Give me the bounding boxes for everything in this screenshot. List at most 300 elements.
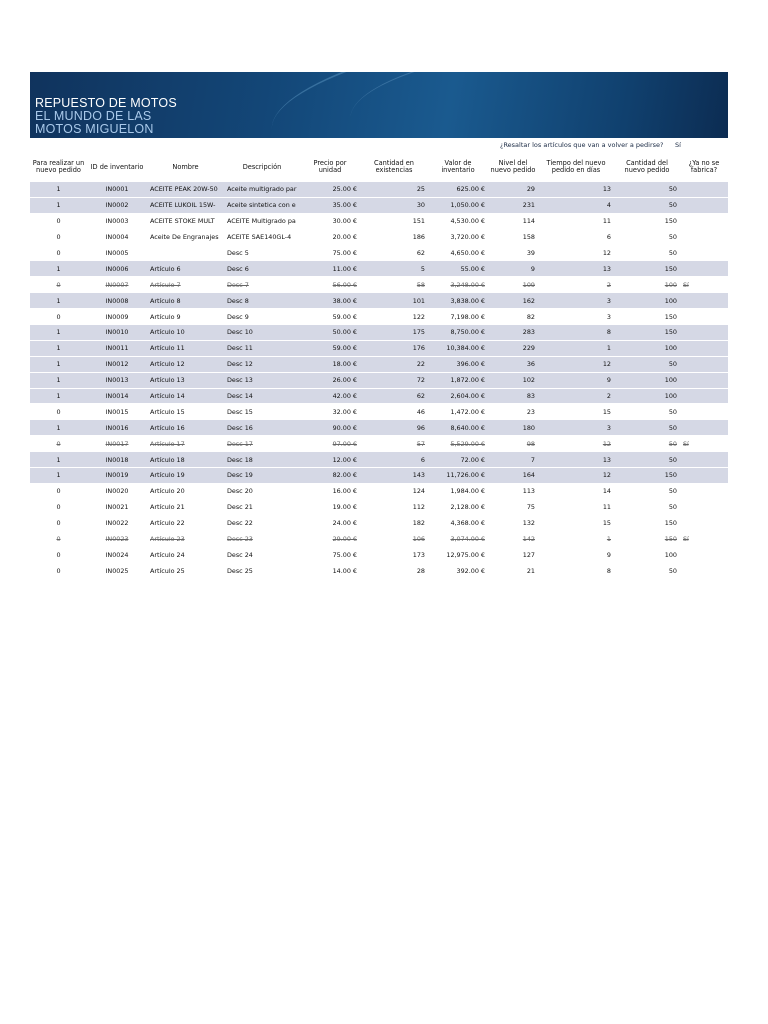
reorder-flag-cell[interactable]: 0: [30, 563, 87, 579]
stock-quantity-cell[interactable]: 30: [360, 197, 428, 213]
reorder-quantity-cell[interactable]: 150: [614, 531, 680, 547]
discontinued-cell[interactable]: Sí: [680, 531, 728, 547]
unit-price-cell[interactable]: 32.00 €: [300, 404, 360, 420]
reorder-days-cell[interactable]: 2: [538, 388, 614, 404]
reorder-flag-cell[interactable]: 0: [30, 531, 87, 547]
inventory-value-cell[interactable]: 1,984.00 €: [428, 483, 488, 499]
inventory-value-cell[interactable]: 1,872.00 €: [428, 372, 488, 388]
reorder-flag-cell[interactable]: 0: [30, 277, 87, 293]
inventory-value-cell[interactable]: 396.00 €: [428, 356, 488, 372]
reorder-days-cell[interactable]: 8: [538, 325, 614, 341]
inventory-value-cell[interactable]: 11,726.00 €: [428, 468, 488, 484]
reorder-days-cell[interactable]: 13: [538, 182, 614, 197]
stock-quantity-cell[interactable]: 175: [360, 325, 428, 341]
reorder-flag-cell[interactable]: 0: [30, 436, 87, 452]
inventory-value-cell[interactable]: 55.00 €: [428, 261, 488, 277]
reorder-days-cell[interactable]: 13: [538, 452, 614, 468]
item-name-cell[interactable]: Aceite De Engranajes: [147, 229, 224, 245]
column-header[interactable]: Descripción: [242, 162, 282, 171]
inventory-value-cell[interactable]: 12,975.00 €: [428, 547, 488, 563]
discontinued-cell[interactable]: [680, 293, 728, 309]
reorder-days-cell[interactable]: 9: [538, 547, 614, 563]
table-row[interactable]: [30, 340, 728, 356]
unit-price-cell[interactable]: 50.00 €: [300, 325, 360, 341]
table-row[interactable]: [30, 325, 728, 341]
item-description-cell[interactable]: Desc 5: [224, 245, 300, 261]
reorder-flag-cell[interactable]: 0: [30, 229, 87, 245]
reorder-days-cell[interactable]: 15: [538, 404, 614, 420]
reorder-days-cell[interactable]: 12: [538, 468, 614, 484]
table-row[interactable]: [30, 420, 728, 436]
table-row[interactable]: [30, 563, 728, 579]
inventory-id-cell[interactable]: IN0023: [87, 531, 147, 547]
table-row[interactable]: [30, 372, 728, 388]
reorder-days-cell[interactable]: 3: [538, 420, 614, 436]
inventory-value-cell[interactable]: 2,128.00 €: [428, 499, 488, 515]
reorder-level-cell[interactable]: 83: [488, 388, 538, 404]
item-name-cell[interactable]: Artículo 6: [147, 261, 224, 277]
inventory-value-cell[interactable]: 5,529.00 €: [428, 436, 488, 452]
item-name-cell[interactable]: Artículo 22: [147, 515, 224, 531]
column-header[interactable]: Valor de inventario: [441, 159, 475, 174]
reorder-level-cell[interactable]: 75: [488, 499, 538, 515]
discontinued-cell[interactable]: [680, 468, 728, 484]
discontinued-cell[interactable]: Sí: [680, 436, 728, 452]
inventory-id-cell[interactable]: IN0013: [87, 372, 147, 388]
item-name-cell[interactable]: Artículo 16: [147, 420, 224, 436]
stock-quantity-cell[interactable]: 101: [360, 293, 428, 309]
reorder-quantity-cell[interactable]: 100: [614, 277, 680, 293]
stock-quantity-cell[interactable]: 58: [360, 277, 428, 293]
item-name-cell[interactable]: Artículo 14: [147, 388, 224, 404]
reorder-quantity-cell[interactable]: 100: [614, 388, 680, 404]
reorder-quantity-cell[interactable]: 150: [614, 468, 680, 484]
unit-price-cell[interactable]: 30.00 €: [300, 213, 360, 229]
inventory-value-cell[interactable]: 4,368.00 €: [428, 515, 488, 531]
item-description-cell[interactable]: Desc 12: [224, 356, 300, 372]
reorder-flag-cell[interactable]: 0: [30, 515, 87, 531]
reorder-level-cell[interactable]: 180: [488, 420, 538, 436]
table-row[interactable]: [30, 515, 728, 531]
discontinued-cell[interactable]: [680, 388, 728, 404]
reorder-level-cell[interactable]: 229: [488, 340, 538, 356]
reorder-days-cell[interactable]: 13: [538, 261, 614, 277]
unit-price-cell[interactable]: 75.00 €: [300, 547, 360, 563]
stock-quantity-cell[interactable]: 25: [360, 182, 428, 197]
item-name-cell[interactable]: Artículo 24: [147, 547, 224, 563]
discontinued-cell[interactable]: [680, 356, 728, 372]
unit-price-cell[interactable]: 38.00 €: [300, 293, 360, 309]
stock-quantity-cell[interactable]: 46: [360, 404, 428, 420]
reorder-days-cell[interactable]: 11: [538, 499, 614, 515]
item-description-cell[interactable]: Desc 14: [224, 388, 300, 404]
inventory-id-cell[interactable]: IN0019: [87, 468, 147, 484]
stock-quantity-cell[interactable]: 72: [360, 372, 428, 388]
inventory-value-cell[interactable]: 72.00 €: [428, 452, 488, 468]
table-row[interactable]: [30, 309, 728, 325]
reorder-flag-cell[interactable]: 0: [30, 404, 87, 420]
table-row[interactable]: [30, 499, 728, 515]
item-name-cell[interactable]: Artículo 17: [147, 436, 224, 452]
reorder-quantity-cell[interactable]: 100: [614, 547, 680, 563]
reorder-days-cell[interactable]: 14: [538, 483, 614, 499]
table-row[interactable]: [30, 388, 728, 404]
inventory-id-cell[interactable]: IN0024: [87, 547, 147, 563]
column-header[interactable]: Tiempo del nuevo pedido en días: [546, 159, 606, 174]
discontinued-cell[interactable]: Sí: [680, 277, 728, 293]
column-header[interactable]: Cantidad en existencias: [374, 159, 414, 174]
inventory-id-cell[interactable]: IN0020: [87, 483, 147, 499]
discontinued-cell[interactable]: [680, 229, 728, 245]
reorder-flag-cell[interactable]: 1: [30, 197, 87, 213]
item-name-cell[interactable]: [147, 245, 224, 261]
item-description-cell[interactable]: Desc 20: [224, 483, 300, 499]
stock-quantity-cell[interactable]: 186: [360, 229, 428, 245]
discontinued-cell[interactable]: [680, 197, 728, 213]
table-row[interactable]: [30, 452, 728, 468]
reorder-flag-cell[interactable]: 0: [30, 245, 87, 261]
unit-price-cell[interactable]: 24.00 €: [300, 515, 360, 531]
item-description-cell[interactable]: Desc 21: [224, 499, 300, 515]
discontinued-cell[interactable]: [680, 452, 728, 468]
reorder-flag-cell[interactable]: 1: [30, 182, 87, 197]
stock-quantity-cell[interactable]: 182: [360, 515, 428, 531]
reorder-level-cell[interactable]: 142: [488, 531, 538, 547]
discontinued-cell[interactable]: [680, 340, 728, 356]
reorder-days-cell[interactable]: 12: [538, 356, 614, 372]
inventory-id-cell[interactable]: IN0002: [87, 197, 147, 213]
inventory-id-cell[interactable]: IN0017: [87, 436, 147, 452]
reorder-days-cell[interactable]: 4: [538, 197, 614, 213]
reorder-days-cell[interactable]: 15: [538, 515, 614, 531]
inventory-id-cell[interactable]: IN0015: [87, 404, 147, 420]
reorder-flag-cell[interactable]: 1: [30, 293, 87, 309]
inventory-value-cell[interactable]: 392.00 €: [428, 563, 488, 579]
reorder-level-cell[interactable]: 283: [488, 325, 538, 341]
table-row[interactable]: [30, 404, 728, 420]
reorder-quantity-cell[interactable]: 150: [614, 261, 680, 277]
unit-price-cell[interactable]: 19.00 €: [300, 499, 360, 515]
table-row[interactable]: [30, 468, 728, 484]
discontinued-cell[interactable]: [680, 213, 728, 229]
reorder-quantity-cell[interactable]: 50: [614, 229, 680, 245]
inventory-value-cell[interactable]: 625.00 €: [428, 182, 488, 197]
item-description-cell[interactable]: Aceite sintetica con e: [224, 197, 300, 213]
item-name-cell[interactable]: Artículo 25: [147, 563, 224, 579]
discontinued-cell[interactable]: [680, 404, 728, 420]
discontinued-cell[interactable]: [680, 547, 728, 563]
unit-price-cell[interactable]: 12.00 €: [300, 452, 360, 468]
item-name-cell[interactable]: Artículo 21: [147, 499, 224, 515]
discontinued-cell[interactable]: [680, 245, 728, 261]
item-name-cell[interactable]: Artículo 12: [147, 356, 224, 372]
discontinued-cell[interactable]: [680, 372, 728, 388]
inventory-id-cell[interactable]: IN0011: [87, 340, 147, 356]
inventory-id-cell[interactable]: IN0016: [87, 420, 147, 436]
item-name-cell[interactable]: Artículo 9: [147, 309, 224, 325]
reorder-quantity-cell[interactable]: 50: [614, 563, 680, 579]
highlight-question-value[interactable]: Sí: [675, 141, 681, 149]
reorder-quantity-cell[interactable]: 100: [614, 340, 680, 356]
discontinued-cell[interactable]: [680, 499, 728, 515]
column-header[interactable]: ID de inventario: [90, 162, 144, 171]
item-name-cell[interactable]: Artículo 7: [147, 277, 224, 293]
table-row[interactable]: [30, 182, 728, 197]
item-name-cell[interactable]: Artículo 13: [147, 372, 224, 388]
reorder-level-cell[interactable]: 21: [488, 563, 538, 579]
reorder-days-cell[interactable]: 1: [538, 340, 614, 356]
item-description-cell[interactable]: Desc 23: [224, 531, 300, 547]
table-row[interactable]: [30, 293, 728, 309]
reorder-level-cell[interactable]: 82: [488, 309, 538, 325]
item-description-cell[interactable]: Desc 8: [224, 293, 300, 309]
discontinued-cell[interactable]: [680, 261, 728, 277]
item-description-cell[interactable]: Aceite multigrado par: [224, 182, 300, 197]
inventory-value-cell[interactable]: 3,720.00 €: [428, 229, 488, 245]
item-description-cell[interactable]: Desc 15: [224, 404, 300, 420]
item-name-cell[interactable]: Artículo 18: [147, 452, 224, 468]
inventory-id-cell[interactable]: IN0007: [87, 277, 147, 293]
item-name-cell[interactable]: Artículo 8: [147, 293, 224, 309]
inventory-id-cell[interactable]: IN0010: [87, 325, 147, 341]
reorder-flag-cell[interactable]: 0: [30, 309, 87, 325]
item-name-cell[interactable]: Artículo 19: [147, 468, 224, 484]
inventory-id-cell[interactable]: IN0018: [87, 452, 147, 468]
stock-quantity-cell[interactable]: 143: [360, 468, 428, 484]
item-description-cell[interactable]: Desc 24: [224, 547, 300, 563]
stock-quantity-cell[interactable]: 106: [360, 531, 428, 547]
table-row[interactable]: [30, 245, 728, 261]
reorder-quantity-cell[interactable]: 150: [614, 309, 680, 325]
reorder-flag-cell[interactable]: 1: [30, 340, 87, 356]
reorder-quantity-cell[interactable]: 50: [614, 404, 680, 420]
item-description-cell[interactable]: Desc 11: [224, 340, 300, 356]
unit-price-cell[interactable]: 42.00 €: [300, 388, 360, 404]
item-description-cell[interactable]: Desc 25: [224, 563, 300, 579]
inventory-id-cell[interactable]: IN0004: [87, 229, 147, 245]
reorder-level-cell[interactable]: 29: [488, 182, 538, 197]
stock-quantity-cell[interactable]: 124: [360, 483, 428, 499]
discontinued-cell[interactable]: [680, 325, 728, 341]
unit-price-cell[interactable]: 29.00 €: [300, 531, 360, 547]
discontinued-cell[interactable]: [680, 483, 728, 499]
inventory-value-cell[interactable]: 4,530.00 €: [428, 213, 488, 229]
reorder-flag-cell[interactable]: 0: [30, 213, 87, 229]
reorder-days-cell[interactable]: 12: [538, 436, 614, 452]
reorder-quantity-cell[interactable]: 150: [614, 515, 680, 531]
stock-quantity-cell[interactable]: 6: [360, 452, 428, 468]
column-header[interactable]: Nivel del nuevo pedido: [490, 159, 536, 174]
inventory-value-cell[interactable]: 7,198.00 €: [428, 309, 488, 325]
inventory-value-cell[interactable]: 2,604.00 €: [428, 388, 488, 404]
unit-price-cell[interactable]: 90.00 €: [300, 420, 360, 436]
reorder-level-cell[interactable]: 127: [488, 547, 538, 563]
unit-price-cell[interactable]: 35.00 €: [300, 197, 360, 213]
item-name-cell[interactable]: Artículo 11: [147, 340, 224, 356]
stock-quantity-cell[interactable]: 151: [360, 213, 428, 229]
reorder-days-cell[interactable]: 11: [538, 213, 614, 229]
reorder-quantity-cell[interactable]: 50: [614, 483, 680, 499]
unit-price-cell[interactable]: 20.00 €: [300, 229, 360, 245]
inventory-value-cell[interactable]: 3,074.00 €: [428, 531, 488, 547]
reorder-flag-cell[interactable]: 0: [30, 547, 87, 563]
column-header[interactable]: Nombre: [172, 162, 199, 171]
inventory-id-cell[interactable]: IN0005: [87, 245, 147, 261]
reorder-level-cell[interactable]: 164: [488, 468, 538, 484]
inventory-id-cell[interactable]: IN0008: [87, 293, 147, 309]
table-row[interactable]: [30, 261, 728, 277]
inventory-value-cell[interactable]: 1,472.00 €: [428, 404, 488, 420]
reorder-days-cell[interactable]: 3: [538, 309, 614, 325]
table-row[interactable]: [30, 229, 728, 245]
reorder-flag-cell[interactable]: 0: [30, 483, 87, 499]
table-row[interactable]: [30, 356, 728, 372]
item-description-cell[interactable]: Desc 16: [224, 420, 300, 436]
item-description-cell[interactable]: Desc 10: [224, 325, 300, 341]
unit-price-cell[interactable]: 26.00 €: [300, 372, 360, 388]
item-description-cell[interactable]: Desc 9: [224, 309, 300, 325]
unit-price-cell[interactable]: 75.00 €: [300, 245, 360, 261]
stock-quantity-cell[interactable]: 28: [360, 563, 428, 579]
inventory-value-cell[interactable]: 8,750.00 €: [428, 325, 488, 341]
item-name-cell[interactable]: Artículo 15: [147, 404, 224, 420]
reorder-level-cell[interactable]: 7: [488, 452, 538, 468]
column-header[interactable]: Cantidad del nuevo pedido: [624, 159, 670, 174]
unit-price-cell[interactable]: 82.00 €: [300, 468, 360, 484]
inventory-id-cell[interactable]: IN0022: [87, 515, 147, 531]
reorder-level-cell[interactable]: 158: [488, 229, 538, 245]
stock-quantity-cell[interactable]: 96: [360, 420, 428, 436]
item-description-cell[interactable]: Desc 19: [224, 468, 300, 484]
item-description-cell[interactable]: Desc 17: [224, 436, 300, 452]
reorder-flag-cell[interactable]: 0: [30, 499, 87, 515]
reorder-level-cell[interactable]: 113: [488, 483, 538, 499]
table-row[interactable]: [30, 547, 728, 563]
unit-price-cell[interactable]: 11.00 €: [300, 261, 360, 277]
reorder-quantity-cell[interactable]: 100: [614, 372, 680, 388]
reorder-days-cell[interactable]: 3: [538, 293, 614, 309]
unit-price-cell[interactable]: 16.00 €: [300, 483, 360, 499]
reorder-days-cell[interactable]: 1: [538, 531, 614, 547]
reorder-level-cell[interactable]: 132: [488, 515, 538, 531]
item-description-cell[interactable]: Desc 18: [224, 452, 300, 468]
item-description-cell[interactable]: Desc 7: [224, 277, 300, 293]
table-row[interactable]: [30, 197, 728, 213]
item-description-cell[interactable]: Desc 22: [224, 515, 300, 531]
discontinued-cell[interactable]: [680, 182, 728, 197]
reorder-days-cell[interactable]: 6: [538, 229, 614, 245]
inventory-id-cell[interactable]: IN0006: [87, 261, 147, 277]
unit-price-cell[interactable]: 97.00 €: [300, 436, 360, 452]
reorder-level-cell[interactable]: 36: [488, 356, 538, 372]
unit-price-cell[interactable]: 56.00 €: [300, 277, 360, 293]
item-name-cell[interactable]: ACEITE STOKE MULT: [147, 213, 224, 229]
inventory-id-cell[interactable]: IN0001: [87, 182, 147, 197]
stock-quantity-cell[interactable]: 122: [360, 309, 428, 325]
item-name-cell[interactable]: Artículo 23: [147, 531, 224, 547]
unit-price-cell[interactable]: 14.00 €: [300, 563, 360, 579]
reorder-flag-cell[interactable]: 1: [30, 420, 87, 436]
column-header[interactable]: ¿Ya no se fabrica?: [688, 159, 720, 174]
stock-quantity-cell[interactable]: 173: [360, 547, 428, 563]
reorder-quantity-cell[interactable]: 100: [614, 293, 680, 309]
inventory-id-cell[interactable]: IN0009: [87, 309, 147, 325]
reorder-level-cell[interactable]: 23: [488, 404, 538, 420]
reorder-quantity-cell[interactable]: 50: [614, 499, 680, 515]
reorder-days-cell[interactable]: 2: [538, 277, 614, 293]
reorder-quantity-cell[interactable]: 150: [614, 213, 680, 229]
inventory-value-cell[interactable]: 4,650.00 €: [428, 245, 488, 261]
inventory-value-cell[interactable]: 10,384.00 €: [428, 340, 488, 356]
inventory-value-cell[interactable]: 1,050.00 €: [428, 197, 488, 213]
reorder-level-cell[interactable]: 102: [488, 372, 538, 388]
inventory-id-cell[interactable]: IN0025: [87, 563, 147, 579]
item-description-cell[interactable]: ACEITE Multigrado pa: [224, 213, 300, 229]
reorder-flag-cell[interactable]: 1: [30, 325, 87, 341]
reorder-quantity-cell[interactable]: 50: [614, 245, 680, 261]
inventory-id-cell[interactable]: IN0003: [87, 213, 147, 229]
column-header[interactable]: Para realizar un nuevo pedido: [32, 159, 85, 174]
stock-quantity-cell[interactable]: 5: [360, 261, 428, 277]
reorder-level-cell[interactable]: 114: [488, 213, 538, 229]
unit-price-cell[interactable]: 18.00 €: [300, 356, 360, 372]
reorder-quantity-cell[interactable]: 50: [614, 356, 680, 372]
inventory-id-cell[interactable]: IN0021: [87, 499, 147, 515]
reorder-quantity-cell[interactable]: 50: [614, 197, 680, 213]
item-name-cell[interactable]: ACEITE LUKOIL 15W-: [147, 197, 224, 213]
unit-price-cell[interactable]: 59.00 €: [300, 309, 360, 325]
item-name-cell[interactable]: Artículo 20: [147, 483, 224, 499]
reorder-flag-cell[interactable]: 1: [30, 356, 87, 372]
reorder-days-cell[interactable]: 12: [538, 245, 614, 261]
table-row[interactable]: [30, 213, 728, 229]
table-row[interactable]: [30, 483, 728, 499]
inventory-id-cell[interactable]: IN0012: [87, 356, 147, 372]
discontinued-cell[interactable]: [680, 563, 728, 579]
item-description-cell[interactable]: Desc 13: [224, 372, 300, 388]
stock-quantity-cell[interactable]: 22: [360, 356, 428, 372]
discontinued-cell[interactable]: [680, 515, 728, 531]
reorder-flag-cell[interactable]: 1: [30, 388, 87, 404]
inventory-value-cell[interactable]: 8,640.00 €: [428, 420, 488, 436]
reorder-flag-cell[interactable]: 1: [30, 468, 87, 484]
table-row[interactable]: [30, 531, 728, 547]
reorder-flag-cell[interactable]: 1: [30, 261, 87, 277]
discontinued-cell[interactable]: [680, 309, 728, 325]
item-description-cell[interactable]: Desc 6: [224, 261, 300, 277]
item-name-cell[interactable]: Artículo 10: [147, 325, 224, 341]
stock-quantity-cell[interactable]: 62: [360, 245, 428, 261]
reorder-level-cell[interactable]: 109: [488, 277, 538, 293]
reorder-quantity-cell[interactable]: 50: [614, 452, 680, 468]
stock-quantity-cell[interactable]: 176: [360, 340, 428, 356]
reorder-flag-cell[interactable]: 1: [30, 452, 87, 468]
table-row[interactable]: [30, 436, 728, 452]
inventory-value-cell[interactable]: 3,838.00 €: [428, 293, 488, 309]
reorder-level-cell[interactable]: 98: [488, 436, 538, 452]
reorder-level-cell[interactable]: 9: [488, 261, 538, 277]
unit-price-cell[interactable]: 59.00 €: [300, 340, 360, 356]
reorder-quantity-cell[interactable]: 50: [614, 436, 680, 452]
reorder-days-cell[interactable]: 9: [538, 372, 614, 388]
stock-quantity-cell[interactable]: 112: [360, 499, 428, 515]
table-row[interactable]: [30, 277, 728, 293]
inventory-value-cell[interactable]: 3,248.00 €: [428, 277, 488, 293]
reorder-level-cell[interactable]: 231: [488, 197, 538, 213]
reorder-quantity-cell[interactable]: 50: [614, 420, 680, 436]
inventory-id-cell[interactable]: IN0014: [87, 388, 147, 404]
column-header[interactable]: Precio por unidad: [313, 159, 347, 174]
